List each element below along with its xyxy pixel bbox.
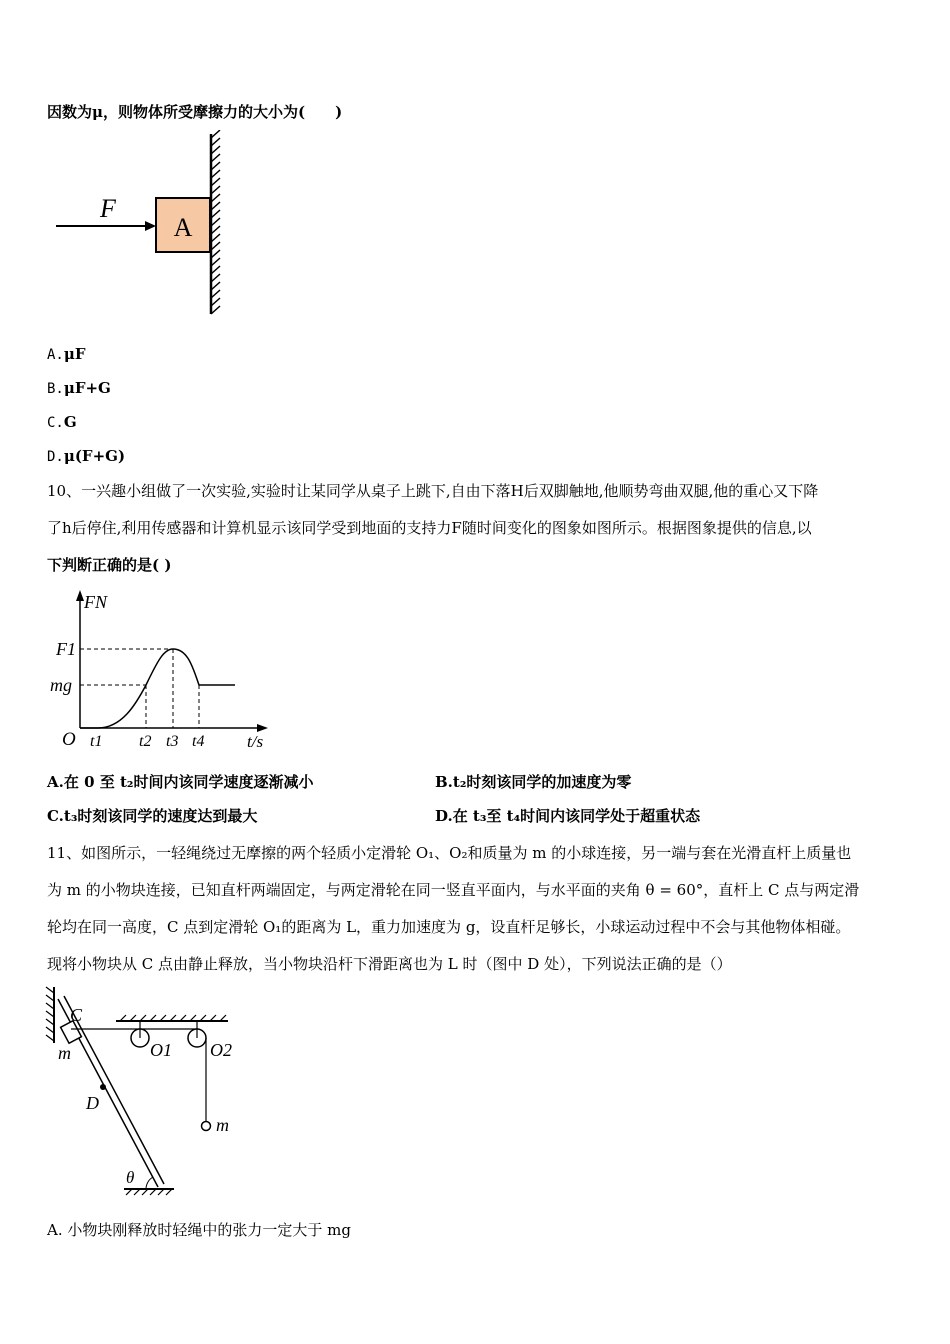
t2-label: t2 xyxy=(139,733,152,750)
point-d xyxy=(100,1084,106,1090)
q10-stem-1: 10、一兴趣小组做了一次实验,实验时让某同学从桌子上跳下,自由下落H后双脚触地,他顺势弯曲双腿,他的重心又下降 xyxy=(47,482,819,500)
label-d: D xyxy=(86,1093,99,1113)
t3-label: t3 xyxy=(166,733,179,750)
label-o2: O2 xyxy=(210,1040,232,1060)
label-o1: O1 xyxy=(150,1040,172,1060)
q10-stem-2: 了h后停住,利用传感器和计算机显示该同学受到地面的支持力F随时间变化的图象如图所示。根据图象提供的信息,以 xyxy=(47,519,812,537)
q10-option-b: B.t₂时刻该同学的加速度为零 xyxy=(435,773,632,791)
y-axis-label: FN xyxy=(84,592,108,612)
q9-figure xyxy=(52,130,232,320)
label-m-block: m xyxy=(58,1043,71,1063)
q11-stem-2: 为 m 的小物块连接，已知直杆两端固定，与两定滑轮在同一竖直平面内，与水平面的夹角 θ = 60°，直杆上 C 点与两定滑 xyxy=(47,881,860,899)
q10-option-d: D.在 t₃至 t₄时间内该同学处于超重状态 xyxy=(435,807,701,825)
q11-stem-3: 轮均在同一高度，C 点到定滑轮 O₁的距离为 L，重力加速度为 g，设直杆足够长，小球运动过程中不会与其他物体相碰。 xyxy=(47,918,851,936)
wall-hatching xyxy=(211,130,220,314)
label-m-ball: m xyxy=(216,1115,229,1135)
q9-option-d: D.μ(F+G) xyxy=(47,447,126,465)
q10-graph xyxy=(48,588,278,758)
q11-stem-1: 11、如图所示，一轻绳绕过无摩擦的两个轻质小定滑轮 O₁、O₂和质量为 m 的小球连接，另一端与套在光滑直杆上质量也 xyxy=(47,844,852,862)
q10-option-c: C.t₃时刻该同学的速度达到最大 xyxy=(47,807,258,825)
origin-label: O xyxy=(62,729,76,750)
q10-option-a: A.在 0 至 t₂时间内该同学速度逐渐减小 xyxy=(47,773,314,791)
ball-m xyxy=(202,1122,211,1131)
q11-option-a: A. 小物块刚释放时轻绳中的张力一定大于 mg xyxy=(47,1221,351,1239)
q9-option-c: C.G xyxy=(47,413,77,431)
t4-label: t4 xyxy=(192,733,205,750)
block-label: A xyxy=(173,213,193,242)
f1-label: F1 xyxy=(56,639,76,659)
mg-label: mg xyxy=(50,675,72,695)
label-c: C xyxy=(70,1005,83,1025)
t1-label: t1 xyxy=(90,733,103,750)
label-theta: θ xyxy=(126,1168,135,1187)
q11-figure xyxy=(40,985,250,1200)
q9-option-b: B.μF+G xyxy=(47,379,111,397)
q11-stem-4: 现将小物块从 C 点由静止释放，当小物块沿杆下滑距离也为 L 时（图中 D 处），下列说法正确的是（） xyxy=(47,955,732,973)
q9-option-a: A.μF xyxy=(47,345,86,363)
q9-stem: 因数为μ，则物体所受摩擦力的大小为( ) xyxy=(47,103,343,121)
q10-stem-3: 下判断正确的是( ) xyxy=(47,556,172,574)
x-axis-label: t/s xyxy=(247,732,264,751)
force-label: F xyxy=(100,194,116,223)
